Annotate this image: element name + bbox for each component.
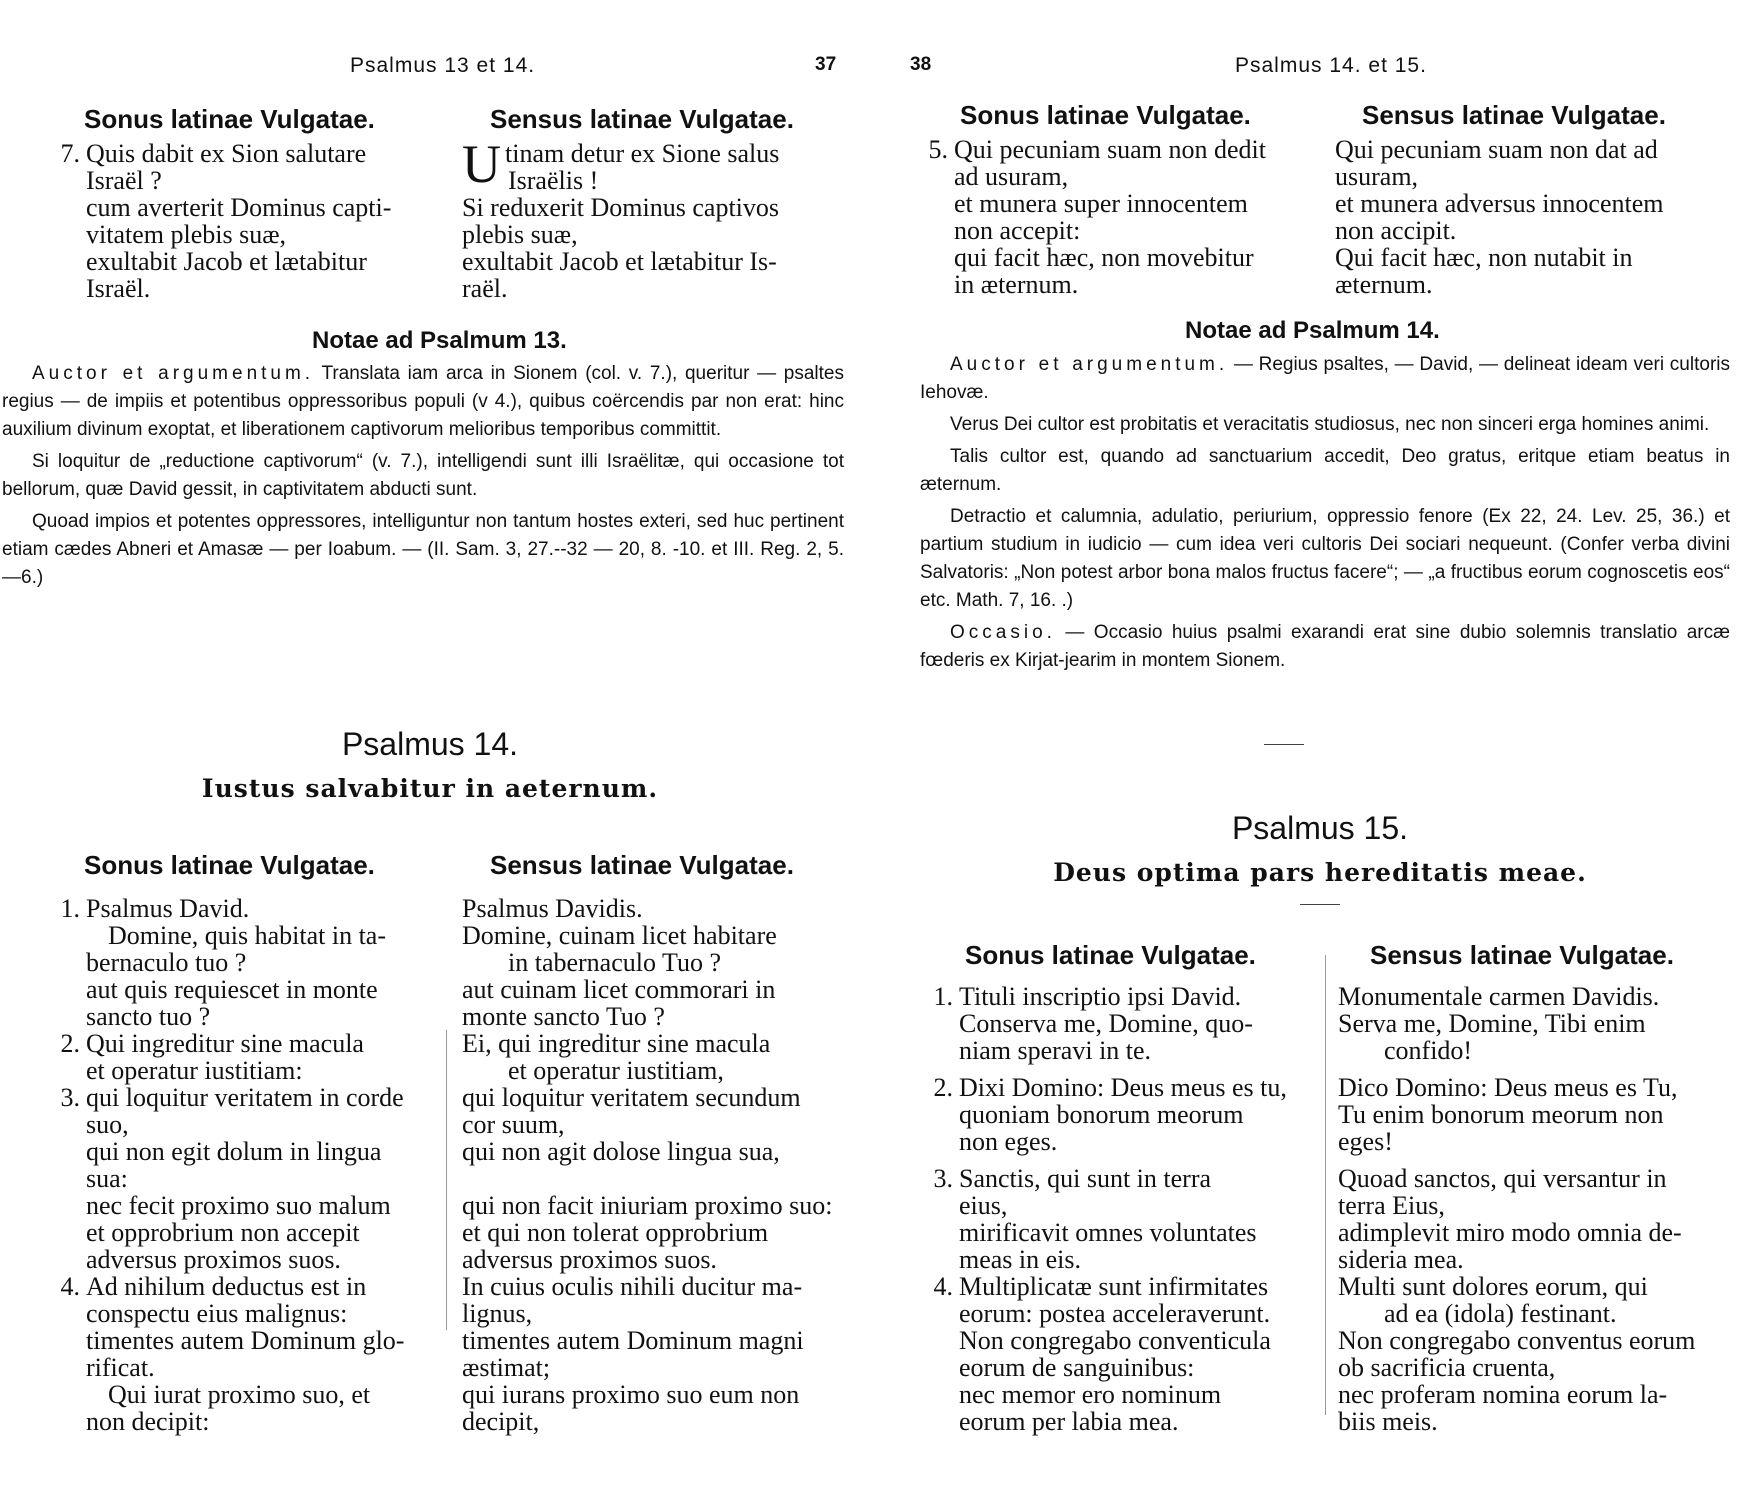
- note-paragraph: [2, 448, 844, 504]
- verse-line: terra Eius,: [1338, 1191, 1445, 1220]
- verse-text: Quis dabit ex Sion salutare: [86, 139, 367, 168]
- sensus-header: Sensus latinae Vulgatae.: [1370, 940, 1674, 970]
- verse-line: [925, 1381, 1310, 1408]
- verse-text: exultabit Jacob et lætabitur: [86, 247, 367, 276]
- note-text: — Occasio huius psalmi exarandi erat sine dubio solemnis translatio arcæ fœderis ex Kirjat-jearim in montem Sionem.: [920, 622, 1730, 671]
- sonus-column: [52, 895, 437, 1435]
- verse-line: Si reduxerit Dominus captivos: [462, 193, 780, 222]
- verse-text: non eges.: [959, 1127, 1058, 1156]
- verse-line: [925, 1165, 1310, 1192]
- note-paragraph: [920, 443, 1730, 499]
- verse-text: qui loquitur veritatem in corde: [86, 1083, 404, 1112]
- verse-line: [920, 136, 1305, 163]
- verse-text: eius,: [959, 1191, 1008, 1220]
- right-page: [900, 0, 1760, 1500]
- page-number: 38: [910, 54, 932, 75]
- verse-line: plebis suæ,: [462, 220, 578, 249]
- verse-text: meas in eis.: [959, 1245, 1082, 1274]
- verse-text: et opprobrium non accepit: [86, 1218, 360, 1247]
- verse-text: bernaculo tuo ?: [86, 948, 247, 977]
- verse-line: [52, 1165, 437, 1192]
- verse-line: decipit,: [462, 1407, 540, 1436]
- verse-text: eorum per labia mea.: [959, 1407, 1179, 1436]
- verse-line: [52, 1327, 437, 1354]
- verse-line: [52, 1219, 437, 1246]
- sensus-column: [1335, 136, 1717, 298]
- verse-line: [52, 1003, 437, 1030]
- verse-text: qui facit hæc, non movebitur: [954, 243, 1254, 272]
- verse-line: [925, 1037, 1310, 1064]
- verse-line: æternum.: [1335, 270, 1433, 299]
- note-lead: Auctor et argumentum.: [32, 363, 315, 384]
- verse-line: [52, 167, 437, 194]
- sensus-column: [462, 895, 844, 1435]
- verse-line: [52, 1408, 437, 1435]
- verse-text: Qui ingreditur sine macula: [86, 1029, 364, 1058]
- sonus-column: [52, 140, 437, 302]
- verse-line: Ei, qui ingreditur sine macula: [462, 1029, 771, 1058]
- verse-line: [52, 1030, 437, 1057]
- verse-line: [52, 895, 437, 922]
- sonus-column: [925, 983, 1310, 1435]
- sonus-column: [920, 136, 1305, 298]
- verse-line: tinam detur ex Sione salus: [505, 139, 780, 168]
- verse-line: [52, 1111, 437, 1138]
- verse-line: in tabernaculo Tuo ?: [508, 948, 722, 977]
- verse-line: qui loquitur veritatem secundum: [462, 1083, 801, 1112]
- verse-line: lignus,: [462, 1299, 533, 1328]
- drop-cap: U: [462, 134, 501, 194]
- verse-text: Multiplicatæ sunt infirmitates: [959, 1272, 1269, 1301]
- verse-line: [52, 1300, 437, 1327]
- verse-line: Qui facit hæc, non nutabit in: [1335, 243, 1633, 272]
- verse-number: 4.: [60, 1272, 80, 1301]
- verse-line: [52, 1381, 437, 1408]
- notes-body: [920, 351, 1730, 679]
- verse-line: [925, 1408, 1310, 1435]
- verse-text: sancto tuo ?: [86, 1002, 211, 1031]
- verse-number: 7.: [60, 139, 80, 168]
- psalm-subtitle: Iustus salvabitur in aeternum.: [201, 774, 659, 803]
- verse-number: 2.: [60, 1029, 80, 1058]
- verse-text: Domine, quis habitat in ta-: [108, 921, 387, 950]
- verse-line: [52, 949, 437, 976]
- verse-text: Qui pecuniam suam non dedit: [954, 135, 1266, 164]
- verse-line: adimplevit miro modo omnia de-: [1338, 1218, 1682, 1247]
- verse-line: aut cuinam licet commorari in: [462, 975, 776, 1004]
- verse-text: Qui iurat proximo suo, et: [108, 1380, 371, 1409]
- note-text: Translata iam arca in Sionem (col. v. 7.), queritur — psaltes regius — de impiis et potentibus oppressoribus populi (v 4.), quibus coërcendis par non erat: hinc auxilium divinum exoptat, et liberationem captivorum melioribus temporibus committit.: [2, 363, 844, 440]
- verse-text: cum averterit Dominus capti-: [86, 193, 392, 222]
- verse-line: exultabit Jacob et lætabitur Is-: [462, 247, 777, 276]
- verse-line: Tu enim bonorum meorum non: [1338, 1100, 1664, 1129]
- notes-title: Notae ad Psalmum 14.: [1185, 317, 1440, 344]
- verse-line: et operatur iustitiam,: [508, 1056, 724, 1085]
- verse-line: qui non agit dolose lingua sua,: [462, 1137, 780, 1166]
- verse-number: 1.: [60, 894, 80, 923]
- verse-text: nec memor ero nominum: [959, 1380, 1222, 1409]
- psalm-title: Psalmus 15.: [1231, 810, 1409, 846]
- verse-text: et operatur iustitiam:: [86, 1056, 303, 1085]
- verse-text: rificat.: [86, 1353, 155, 1382]
- verse-text: timentes autem Dominum glo-: [86, 1326, 405, 1355]
- verse-text: nec fecit proximo suo malum: [86, 1191, 391, 1220]
- column-divider: [446, 1030, 447, 1330]
- verse-line: Dico Domino: Deus meus es Tu,: [1338, 1073, 1678, 1102]
- verse-text: ad usuram,: [954, 162, 1069, 191]
- verse-line: [52, 1084, 437, 1111]
- verse-line: Multi sunt dolores eorum, qui: [1338, 1272, 1648, 1301]
- verse-line: non accipit.: [1335, 216, 1457, 245]
- verse-line: Monumentale carmen Davidis.: [1338, 982, 1660, 1011]
- verse-line: [52, 1057, 437, 1084]
- sonus-header: Sonus latinae Vulgatae.: [84, 850, 375, 880]
- verse-line: monte sancto Tuo ?: [462, 1002, 665, 1031]
- note-lead: Occasio.: [950, 622, 1056, 643]
- verse-text: Non congregabo conventicula: [959, 1326, 1271, 1355]
- verse-number: 5.: [928, 135, 948, 164]
- verse-line: [52, 1192, 437, 1219]
- verse-line: [925, 1273, 1310, 1300]
- verse-line: biis meis.: [1338, 1407, 1438, 1436]
- verse-text: sua:: [86, 1164, 128, 1193]
- verse-line: Quoad sanctos, qui versantur in: [1338, 1164, 1667, 1193]
- verse-line: [52, 1354, 437, 1381]
- verse-line: et qui non tolerat opprobrium: [462, 1218, 769, 1247]
- verse-line: [52, 221, 437, 248]
- psalm-subtitle: Deus optima pars hereditatis meae.: [1053, 858, 1587, 887]
- verse-text: mirificavit omnes voluntates: [959, 1218, 1257, 1247]
- verse-text: non accepit:: [954, 216, 1081, 245]
- verse-line: Qui pecuniam suam non dat ad: [1335, 135, 1658, 164]
- verse-line: [925, 1010, 1310, 1037]
- verse-line: [925, 983, 1310, 1010]
- sensus-header: Sensus latinae Vulgatae.: [490, 850, 794, 880]
- verse-line: [920, 244, 1305, 271]
- sonus-header: Sonus latinae Vulgatae.: [965, 940, 1256, 970]
- note-text: Quoad impios et potentes oppressores, intelliguntur non tantum hostes exteri, sed huc pertinent etiam cædes Abneri et Amasæ — per Ioabum. — (II. Sam. 3, 27.--32 — 20, 8. -10. et III. Reg. 2, 5.—6.): [2, 511, 844, 588]
- verse-line: [52, 275, 437, 302]
- verse-line: qui non facit iniuriam proximo suo:: [462, 1191, 833, 1220]
- verse-line: [52, 1246, 437, 1273]
- note-paragraph: [920, 411, 1730, 439]
- verse-text: et munera super innocentem: [954, 189, 1248, 218]
- verse-line: [52, 1138, 437, 1165]
- note-text: Detractio et calumnia, adulatio, periurium, oppressio fenore (Ex 22, 24. Lev. 25, 36.) et partium studium in iudicio — cum idea veri cultoris Dei sociari nequeunt. (Confer verba divini Salvatoris: „Non potest arbor bona malos fructus facere“; — „a fructibus eorum cognoscetis eos“ etc. Math. 7, 16. .): [920, 506, 1730, 611]
- sensus-header: Sensus latinae Vulgatae.: [490, 104, 794, 134]
- verse-line: [52, 140, 437, 167]
- sonus-header: Sonus latinae Vulgatae.: [960, 100, 1251, 130]
- sensus-header: Sensus latinae Vulgatae.: [1362, 100, 1666, 130]
- psalm-title: Psalmus 14.: [341, 726, 519, 762]
- verse-line: [920, 163, 1305, 190]
- divider-rule: [1300, 904, 1340, 905]
- note-paragraph: [920, 351, 1730, 407]
- verse-line: Non congregabo conventus eorum: [1338, 1326, 1696, 1355]
- verse-line: [462, 1165, 844, 1192]
- note-paragraph: [2, 360, 844, 444]
- verse-line: [925, 1192, 1310, 1219]
- verse-text: eorum: postea acceleraverunt.: [959, 1299, 1271, 1328]
- verse-line: sideria mea.: [1338, 1245, 1464, 1274]
- verse-line: usuram,: [1335, 162, 1419, 191]
- verse-text: non decipit:: [86, 1407, 210, 1436]
- verse-text: in æternum.: [954, 270, 1079, 299]
- verse-text: adversus proximos suos.: [86, 1245, 341, 1274]
- verse-number: 2.: [933, 1073, 953, 1102]
- verse-line: eges!: [1338, 1127, 1393, 1156]
- note-text: Si loquitur de „reductione captivorum“ (v. 7.), intelligendi sunt illi Israëlitæ, qui occasione tot bellorum, quæ David gessit, in captivitatem abducti sunt.: [2, 451, 844, 500]
- note-lead: Auctor et argumentum.: [950, 354, 1229, 375]
- verse-text: quoniam bonorum meorum: [959, 1100, 1244, 1129]
- verse-text: conspectu eius malignus:: [86, 1299, 348, 1328]
- verse-line: Serva me, Domine, Tibi enim: [1338, 1009, 1646, 1038]
- notes-body: [2, 360, 844, 596]
- verse-line: [920, 190, 1305, 217]
- verse-number: 3.: [60, 1083, 80, 1112]
- verse-line: adversus proximos suos.: [462, 1245, 717, 1274]
- verse-text: Israël.: [86, 274, 151, 303]
- verse-line: [920, 217, 1305, 244]
- verse-text: vitatem plebis suæ,: [86, 220, 287, 249]
- verse-line: Israëlis !: [508, 166, 599, 195]
- sensus-column: [1338, 983, 1720, 1435]
- verse-line: [925, 1101, 1310, 1128]
- running-head: Psalmus 13 et 14.: [350, 54, 536, 77]
- verse-text: Sanctis, qui sunt in terra: [959, 1164, 1212, 1193]
- left-page: [0, 0, 860, 1500]
- verse-line: nec proferam nomina eorum la-: [1338, 1380, 1668, 1409]
- verse-line: Domine, cuinam licet habitare: [462, 921, 777, 950]
- verse-text: Psalmus David.: [86, 894, 250, 923]
- verse-line: confido!: [1384, 1036, 1473, 1065]
- page-number: 37: [815, 54, 837, 75]
- verse-number: 3.: [933, 1164, 953, 1193]
- verse-line: [925, 1354, 1310, 1381]
- note-paragraph: [2, 508, 844, 592]
- verse-line: [925, 1300, 1310, 1327]
- verse-text: suo,: [86, 1110, 129, 1139]
- running-head: Psalmus 14. et 15.: [1235, 54, 1427, 77]
- verse-text: Tituli inscriptio ipsi David.: [959, 982, 1242, 1011]
- verse-line: et munera adversus innocentem: [1335, 189, 1664, 218]
- note-paragraph: [920, 503, 1730, 615]
- column-divider: [1325, 955, 1326, 1415]
- verse-line: [925, 1327, 1310, 1354]
- verse-line: timentes autem Dominum magni: [462, 1326, 804, 1355]
- note-text: Talis cultor est, quando ad sanctuarium accedit, Deo gratus, eritque etiam beatus in æternum.: [920, 446, 1730, 495]
- note-paragraph: [920, 619, 1730, 675]
- verse-line: [52, 248, 437, 275]
- verse-line: [925, 1074, 1310, 1101]
- verse-line: [925, 1219, 1310, 1246]
- verse-line: [52, 922, 437, 949]
- verse-text: aut quis requiescet in monte: [86, 975, 378, 1004]
- verse-line: [52, 976, 437, 1003]
- verse-text: Ad nihilum deductus est in: [86, 1272, 367, 1301]
- verse-line: qui iurans proximo suo eum non: [462, 1380, 800, 1409]
- verse-line: [925, 1246, 1310, 1273]
- note-text: — Regius psaltes, — David, — delineat ideam veri cultoris Iehovæ.: [920, 354, 1730, 403]
- note-text: Verus Dei cultor est probitatis et veracitatis studiosus, nec non sinceri erga homines animi.: [950, 414, 1710, 435]
- verse-line: Psalmus Davidis.: [462, 894, 643, 923]
- notes-title: Notae ad Psalmum 13.: [312, 327, 567, 354]
- verse-number: 4.: [933, 1272, 953, 1301]
- verse-line: cor suum,: [462, 1110, 565, 1139]
- verse-line: æstimat;: [462, 1353, 551, 1382]
- verse-line: ad ea (idola) festinant.: [1384, 1299, 1617, 1328]
- verse-text: Conserva me, Domine, quo-: [959, 1009, 1253, 1038]
- verse-line: raël.: [462, 274, 508, 303]
- divider-rule: [1264, 744, 1304, 745]
- verse-number: 1.: [933, 982, 953, 1011]
- verse-text: niam speravi in te.: [959, 1036, 1152, 1065]
- verse-line: [52, 1273, 437, 1300]
- verse-line: [920, 271, 1305, 298]
- verse-text: eorum de sanguinibus:: [959, 1353, 1195, 1382]
- sonus-header: Sonus latinae Vulgatae.: [84, 104, 375, 134]
- verse-line: In cuius oculis nihili ducitur ma-: [462, 1272, 803, 1301]
- verse-line: ob sacrificia cruenta,: [1338, 1353, 1556, 1382]
- verse-text: Dixi Domino: Deus meus es tu,: [959, 1073, 1287, 1102]
- sensus-column: [462, 134, 844, 303]
- verse-line: [925, 1128, 1310, 1155]
- verse-line: [52, 194, 437, 221]
- verse-text: Israël ?: [86, 166, 162, 195]
- verse-text: qui non egit dolum in lingua: [86, 1137, 382, 1166]
